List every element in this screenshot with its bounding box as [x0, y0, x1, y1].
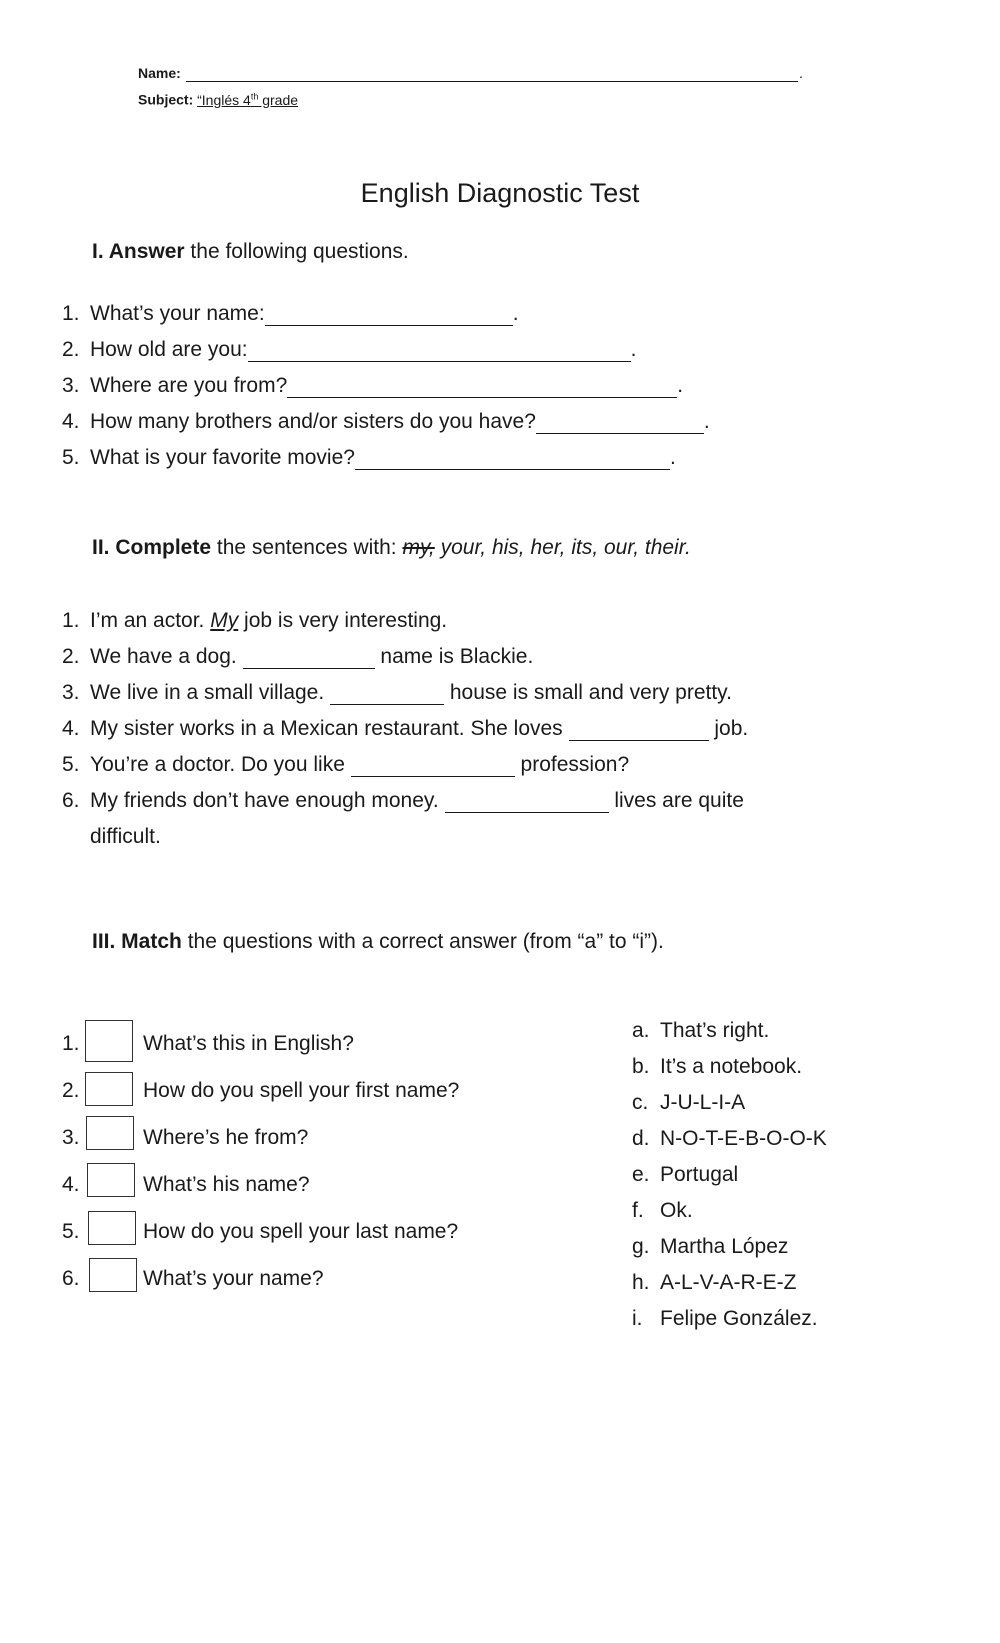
section1-heading: I. Answer the following questions.	[92, 240, 409, 263]
section1-item-4: 4. How many brothers and/or sisters do you have? .	[62, 410, 710, 433]
section1-item-5: 5. What is your favorite movie? .	[62, 446, 676, 469]
match-box-1[interactable]	[85, 1020, 133, 1062]
match-answer-b: b. It’s a notebook.	[632, 1055, 803, 1078]
name-field[interactable]	[186, 64, 798, 82]
match-answer-i: i. Felipe González.	[632, 1307, 818, 1330]
section2-item-4: 4. My sister works in a Mexican restaurant. She loves job.	[62, 717, 749, 740]
match-answer-c: c. J-U-L-I-A	[632, 1091, 746, 1114]
section2-item-6-continuation: difficult.	[90, 825, 161, 848]
section2-item-6: 6. My friends don’t have enough money. lives are quite	[62, 789, 744, 812]
subject-value: “Inglés 4th grade	[197, 91, 299, 108]
match-question-6: 6.	[62, 1267, 80, 1290]
match-answer-a: a. That’s right.	[632, 1019, 770, 1042]
name-field-period: .	[799, 65, 803, 81]
answer-1-input[interactable]	[265, 305, 513, 326]
match-question-6-text: What’s your name?	[143, 1267, 324, 1290]
complete-6-input[interactable]	[445, 792, 609, 813]
section2-item-1: 1. I’m an actor. My job is very interesting.	[62, 609, 448, 632]
section3-heading: III. Match the questions with a correct answer (from “a” to “i”).	[92, 930, 664, 953]
section2-heading: II. Complete the sentences with: my, your, his, her, its, our, their.	[92, 536, 691, 559]
subject-line: Subject: “Inglés 4th grade	[138, 91, 299, 108]
section2-item-5: 5. You’re a doctor. Do you like profession?	[62, 753, 630, 776]
match-answer-f: f. Ok.	[632, 1199, 693, 1222]
match-question-3: 3.	[62, 1126, 80, 1149]
match-answer-h: h. A-L-V-A-R-E-Z	[632, 1271, 797, 1294]
section2-item-3: 3. We live in a small village. house is small and very pretty.	[62, 681, 732, 704]
example-word: my,	[402, 536, 435, 559]
answer-3-input[interactable]	[287, 377, 677, 398]
complete-2-input[interactable]	[243, 648, 375, 669]
answer-4-input[interactable]	[536, 413, 704, 434]
section1-item-3: 3. Where are you from? .	[62, 374, 684, 397]
complete-4-input[interactable]	[569, 720, 709, 741]
match-box-5[interactable]	[88, 1211, 136, 1245]
match-question-3-text: Where’s he from?	[143, 1126, 309, 1149]
match-question-5: 5.	[62, 1220, 80, 1243]
answer-2-input[interactable]	[248, 341, 631, 362]
match-question-4-text: What’s his name?	[143, 1173, 310, 1196]
match-answer-d: d. N-O-T-E-B-O-O-K	[632, 1127, 827, 1150]
complete-5-input[interactable]	[351, 756, 515, 777]
complete-3-input[interactable]	[330, 684, 444, 705]
match-box-6[interactable]	[89, 1258, 137, 1292]
match-question-4: 4.	[62, 1173, 80, 1196]
match-question-5-text: How do you spell your last name?	[143, 1220, 459, 1243]
example-answer: My	[210, 609, 239, 632]
section1-item-2: 2. How old are you: .	[62, 338, 637, 361]
match-question-2: 2.	[62, 1079, 80, 1102]
page-title: English Diagnostic Test	[360, 178, 640, 208]
match-box-3[interactable]	[86, 1116, 134, 1150]
match-answer-e: e. Portugal	[632, 1163, 739, 1186]
match-answer-g: g. Martha López	[632, 1235, 789, 1258]
match-question-1-text: What’s this in English?	[143, 1032, 354, 1055]
section1-item-1: 1. What’s your name: .	[62, 302, 519, 325]
match-box-2[interactable]	[85, 1072, 133, 1106]
answer-5-input[interactable]	[355, 449, 670, 470]
name-label: Name:	[138, 65, 181, 81]
section2-item-2: 2. We have a dog. name is Blackie.	[62, 645, 534, 668]
match-question-2-text: How do you spell your first name?	[143, 1079, 460, 1102]
match-question-1: 1.	[62, 1032, 80, 1055]
match-box-4[interactable]	[87, 1163, 135, 1197]
